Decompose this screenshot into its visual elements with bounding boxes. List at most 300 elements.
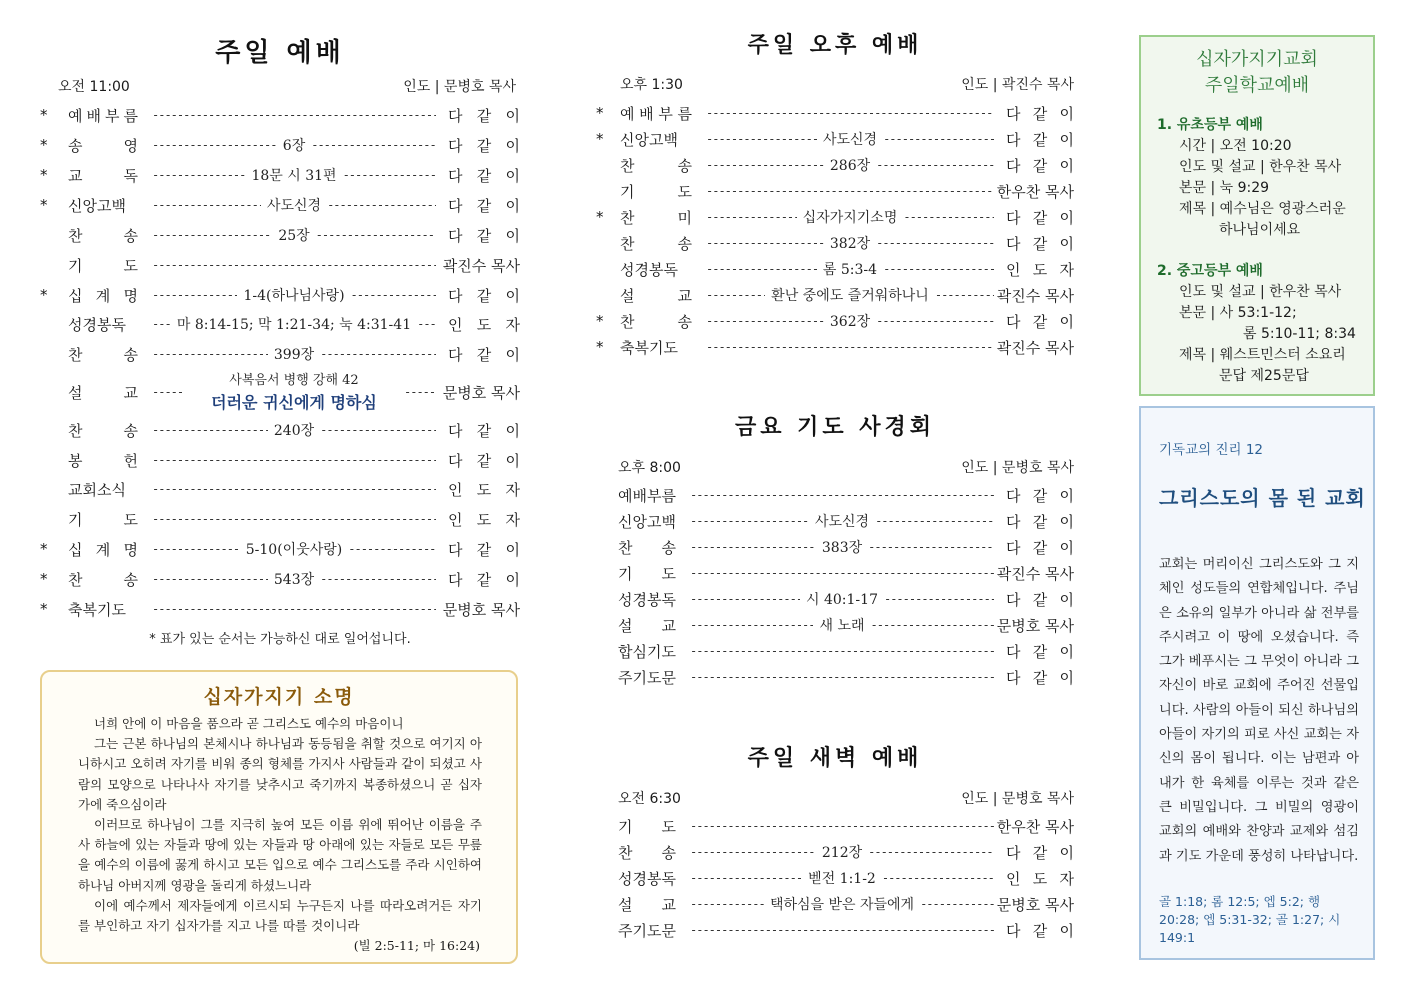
standing-marker: * [40, 166, 48, 184]
order-label-char: 문 [661, 921, 676, 940]
order-performer-char: 다 [1006, 590, 1021, 609]
order-performer-char: 같 [476, 226, 492, 245]
order-performer-char: 다 [448, 196, 463, 215]
order-label-char: 봉 [68, 451, 83, 470]
order-label-char: 헌 [123, 451, 138, 470]
order-detail [690, 488, 994, 502]
order-detail-text: 환난 중에도 즐거워하나니 [771, 288, 929, 304]
order-performer-char: 이 [505, 226, 520, 245]
section-line: 하나님이세요 [1219, 222, 1301, 238]
order-performer: 문병호 목사 [996, 895, 1074, 914]
order-performer-char: 도 [476, 510, 492, 529]
order-performer: 곽진수 목사 [996, 286, 1074, 305]
order-label-char: 설 [68, 383, 83, 402]
order-label-char: 찬 [620, 156, 635, 175]
section-line: 롬 5:10-11; 8:34 [1243, 326, 1356, 342]
sermon-row [40, 372, 520, 412]
order-performer-char: 인 [448, 510, 463, 529]
elementary-section [1157, 115, 1367, 241]
leader-dashes [690, 923, 994, 937]
standing-marker: * [40, 106, 48, 124]
order-performer-char: 이 [1059, 843, 1074, 862]
leader-dashes [690, 670, 994, 684]
order-detail [690, 819, 994, 833]
order-performer-char: 같 [476, 540, 492, 559]
leader-dashes [706, 340, 994, 354]
order-performer-char: 같 [1032, 538, 1048, 557]
order-performer [436, 479, 520, 500]
order-label [68, 255, 152, 276]
order-detail-text: 벧전 1:1-2 [808, 871, 876, 887]
leader-dashes [876, 158, 994, 172]
confession-box [40, 670, 518, 964]
order-performer-char: 이 [505, 345, 520, 364]
order-detail-text: 382장 [829, 236, 871, 252]
leader-dashes [868, 540, 994, 554]
order-performer-char: 인 [1006, 260, 1021, 279]
order-performer-char: 다 [448, 136, 463, 155]
leader-dashes [320, 572, 436, 586]
order-label-char: 송 [123, 226, 138, 245]
leader-dashes [152, 423, 268, 437]
order-performer-char: 이 [1059, 668, 1074, 687]
standing-marker: * [596, 338, 604, 356]
leader-dashes [884, 592, 994, 606]
order-row [596, 484, 1074, 506]
leader-dashes [311, 138, 436, 152]
order-detail [152, 602, 436, 616]
leader-dashes [152, 138, 277, 152]
order-detail [152, 482, 436, 496]
order-performer-char: 이 [505, 540, 520, 559]
order-performer-char: 다 [448, 421, 463, 440]
secondary-section [1157, 261, 1367, 387]
order-performer: 문병호 목사 [996, 616, 1074, 635]
order-label-char: 찬 [68, 226, 83, 245]
order-performer-char: 도 [1032, 260, 1048, 279]
truth-subtitle: 기독교의 진리 12 [1159, 442, 1264, 458]
leader-dashes [706, 210, 797, 224]
order-detail [690, 923, 994, 937]
order-label [68, 569, 152, 590]
order-detail [152, 512, 436, 526]
order-performer-char: 같 [476, 451, 492, 470]
confession-paragraph: 이러므로 하나님이 그를 지극히 높여 모든 이름 위에 뛰어난 이름을 주사 하늘에 있는 자들과 땅에 있는 자들과 땅 아래에 있는 자들로 모든 무릎을 예수의 이름에 꿇게 하시고 모든 입으로 예수 그리스도를 주라 시인하여 하나님 아버지께 영광을 돌리게 하셨느니라 [78, 817, 482, 893]
order-row [40, 449, 520, 471]
order-label-char: 교 [677, 286, 692, 305]
order-detail [690, 644, 994, 658]
order-label [620, 129, 706, 150]
order-detail [152, 258, 436, 272]
order-performer-char: 같 [1032, 156, 1048, 175]
order-performer-char: 도 [1032, 869, 1048, 888]
order-performer-char: 다 [1006, 642, 1021, 661]
order-label-char: 송 [123, 345, 138, 364]
order-performer [994, 155, 1074, 176]
standing-marker: * [596, 312, 604, 330]
order-performer [436, 314, 520, 335]
order-row [596, 232, 1074, 254]
order-detail [706, 155, 994, 175]
order-performer-char: 다 [1006, 921, 1021, 940]
order-label-char: 도 [661, 817, 676, 836]
order-performer-char: 다 [448, 106, 463, 125]
order-label-char: 도 [123, 510, 138, 529]
standing-marker: * [596, 130, 604, 148]
order-performer-char: 다 [1006, 234, 1021, 253]
order-label [68, 539, 152, 560]
order-performer [436, 225, 520, 246]
order-performer-char: 다 [1006, 512, 1021, 531]
leader-dashes [690, 845, 816, 859]
order-label-char: 송 [677, 234, 692, 253]
standing-marker: * [40, 196, 48, 214]
order-label-char: 름 [123, 106, 138, 125]
section-line: 문답 제25문답 [1219, 368, 1309, 384]
order-detail [706, 184, 994, 198]
order-detail-text: 543장 [273, 572, 315, 588]
service-time: 오후 8:00 [618, 460, 681, 476]
order-performer [994, 311, 1074, 332]
order-label [618, 894, 690, 915]
order-label-char: 예 [618, 486, 633, 505]
order-row [40, 164, 520, 186]
order-performer: 한우찬 목사 [996, 182, 1074, 201]
order-performer-char: 이 [1059, 312, 1074, 331]
order-performer [994, 485, 1074, 506]
sunday-school-title [1141, 47, 1373, 99]
order-label-char: 축복기도 [68, 600, 126, 619]
order-performer-char: 인 [448, 480, 463, 499]
leader-dashes [706, 184, 994, 198]
order-label [618, 920, 690, 941]
order-performer-char: 이 [1059, 642, 1074, 661]
order-performer [436, 285, 520, 306]
order-performer [994, 511, 1074, 532]
order-detail [690, 670, 994, 684]
standing-note: * 표가 있는 순서는 가능하신 대로 일어섭니다. [149, 632, 411, 647]
order-performer-char: 이 [505, 136, 520, 155]
order-label-char: 예 [620, 104, 635, 123]
leader-dashes [690, 540, 816, 554]
dawn-service-title: 주일 새벽 예배 [747, 746, 923, 771]
order-label-char: 독 [123, 166, 138, 185]
order-row [596, 310, 1074, 332]
afternoon-service-title: 주일 오후 예배 [747, 33, 923, 58]
order-label-char: 고 [647, 512, 662, 531]
order-label-char: 송 [677, 312, 692, 331]
leader-dashes [690, 618, 813, 632]
leader-dashes [152, 482, 436, 496]
confession-reference: (빌 2:5-11; 마 16:24) [353, 938, 480, 953]
order-detail-text: 286장 [829, 158, 871, 174]
order-row [40, 508, 520, 530]
section-line: 제목 | 예수님은 영광스러운 [1179, 201, 1346, 217]
leader-dashes [320, 423, 436, 437]
order-detail-text: 마 8:14-15; 막 1:21-34; 눅 4:31-41 [176, 317, 412, 333]
order-label-char: 신앙고백 [620, 130, 678, 149]
order-performer [436, 195, 520, 216]
truth-box [1139, 406, 1375, 960]
order-label-char: 찬 [620, 234, 635, 253]
leader-dashes [152, 108, 436, 122]
order-performer [994, 233, 1074, 254]
order-performer-char: 이 [1059, 104, 1074, 123]
order-label-char: 기 [618, 817, 633, 836]
order-performer-char: 같 [1032, 843, 1048, 862]
confession-title: 십자가지기 소명 [203, 686, 355, 708]
order-performer: 곽진수 목사 [996, 338, 1074, 357]
order-performer [436, 509, 520, 530]
order-detail [152, 225, 436, 245]
leader-dashes [152, 453, 436, 467]
order-label [68, 420, 152, 441]
order-performer-char: 다 [448, 540, 463, 559]
order-label [68, 509, 152, 530]
order-label [618, 485, 690, 506]
order-performer-char: 이 [1059, 590, 1074, 609]
order-label-char: 주 [618, 921, 633, 940]
order-row [596, 919, 1074, 941]
order-performer-char: 도 [476, 315, 492, 334]
order-performer [994, 129, 1074, 150]
order-detail-text: 399장 [273, 347, 315, 363]
leader-dashes [882, 871, 994, 885]
order-label-char: 영 [123, 136, 138, 155]
order-performer: 문병호 목사 [442, 383, 520, 402]
order-performer-char: 자 [1059, 260, 1074, 279]
order-row [40, 134, 520, 156]
order-label [620, 233, 706, 254]
order-performer [994, 589, 1074, 610]
leader-dashes [417, 317, 436, 331]
sunday-service-header [40, 76, 516, 96]
leader-dashes [320, 347, 436, 361]
order-label-char: 찬 [68, 570, 83, 589]
order-label [68, 135, 152, 156]
order-label-char: 도 [661, 564, 676, 583]
order-row [40, 224, 520, 246]
order-label [68, 285, 152, 306]
service-time: 오전 11:00 [58, 79, 130, 95]
order-label-char: 미 [677, 208, 692, 227]
order-performer [994, 842, 1074, 863]
leader-dashes [152, 542, 240, 556]
order-label-char: 송 [677, 156, 692, 175]
order-row [40, 538, 520, 560]
leader-dashes [152, 317, 171, 331]
order-label-char: 신 [618, 512, 633, 531]
order-label-char: 송 [68, 136, 83, 155]
order-label-char: 교 [123, 383, 138, 402]
order-label-char: 도 [647, 668, 662, 687]
order-label-char: 송 [661, 843, 676, 862]
leader-dashes [690, 819, 994, 833]
order-detail [152, 539, 436, 559]
order-detail-text: 240장 [273, 423, 315, 439]
order-performer [994, 868, 1074, 889]
order-label-char: 문 [661, 668, 676, 687]
truth-body: 교회는 머리이신 그리스도와 그 지체인 성도들의 연합체입니다. 주님은 소유의 일부가 아니라 삶 전부를 주시려고 이 땅에 오셨습니다. 즉 그가 베푸시는 그 무엇이 아니라 그 자신이 바로 교회에 주어진 선물입니다. 사람의 아들이 되신 하나님의 아들이 자기의 피로 사신 교회는 자신의 몸이 됩니다. 이는 남편과 아내가 한 육체를 이루는 것과 같은 큰 비밀입니다. 그 비밀의 영광이 교회의 예배와 찬양과 교제와 섬김과 기도 가운데 풍성히 나타납니다. [1159, 557, 1359, 864]
truth-references: 골 1:18; 롬 12:5; 엡 5:2; 행 20:28; 엡 5:31-32; 골 1:27; 시 149:1 [1159, 894, 1341, 945]
order-detail-text: 6장 [282, 138, 306, 154]
order-label-char: 름 [677, 104, 692, 123]
order-detail [152, 569, 436, 589]
order-detail-text: 383장 [821, 540, 863, 556]
order-label-char: 찬 [620, 312, 635, 331]
order-performer-char: 이 [1059, 538, 1074, 557]
order-performer [994, 259, 1074, 280]
order-label [68, 195, 152, 216]
leader-dashes [152, 168, 245, 182]
leader-dashes [690, 644, 994, 658]
leader-dashes [706, 314, 824, 328]
standing-marker: * [40, 136, 48, 154]
leader-dashes [690, 488, 994, 502]
leader-dashes [876, 314, 994, 328]
order-performer-char: 다 [448, 286, 463, 305]
section-heading: 1. 유초등부 예배 [1157, 117, 1263, 133]
order-row [596, 640, 1074, 662]
standing-marker: * [40, 570, 48, 588]
order-performer [994, 537, 1074, 558]
leader-dashes [152, 228, 272, 242]
order-detail [152, 195, 436, 215]
leader-dashes [152, 347, 268, 361]
order-performer-char: 같 [476, 196, 492, 215]
order-label-char: 부 [647, 486, 662, 505]
order-label [620, 311, 706, 332]
order-label-char: 설 [618, 895, 633, 914]
order-label-char: 찬 [68, 345, 83, 364]
order-detail-text: 212장 [821, 845, 863, 861]
order-label [68, 344, 152, 365]
friday-service-header [596, 457, 1074, 477]
sunday-school-box [1139, 35, 1375, 396]
order-label-char: 도 [123, 256, 138, 275]
order-row [40, 254, 520, 276]
order-performer-char: 같 [1032, 590, 1048, 609]
order-performer-char: 다 [1006, 538, 1021, 557]
leader-dashes [351, 288, 436, 302]
order-label-char: 교 [661, 616, 676, 635]
order-label [68, 314, 152, 335]
order-label-char: 설 [618, 616, 633, 635]
order-detail [690, 589, 994, 609]
leader-dashes [152, 288, 237, 302]
order-label-char: 도 [647, 921, 662, 940]
order-label [68, 382, 152, 403]
order-row [40, 478, 520, 500]
order-label-char: 교 [661, 895, 676, 914]
order-label-char: 기 [68, 510, 83, 529]
order-label [618, 641, 690, 662]
order-detail [690, 537, 994, 557]
order-detail-text: 362장 [829, 314, 871, 330]
leader-dashes [404, 385, 436, 399]
order-row [40, 343, 520, 365]
order-label-char: 송 [123, 570, 138, 589]
order-label-char: 신앙고백 [68, 196, 126, 215]
leader-dashes [152, 198, 261, 212]
order-detail-text: 롬 5:3-4 [822, 262, 878, 278]
order-performer-char: 이 [505, 421, 520, 440]
order-performer [436, 539, 520, 560]
order-label-char: 찬 [68, 421, 83, 440]
order-label-char: 축복기도 [620, 338, 678, 357]
order-performer: 문병호 목사 [442, 600, 520, 619]
leader-dashes [706, 236, 824, 250]
order-performer-char: 같 [1032, 130, 1048, 149]
leader-dashes [316, 228, 436, 242]
order-label-char: 봉 [647, 590, 662, 609]
order-label-char: 기 [647, 642, 662, 661]
order-detail-text: 사도신경 [814, 514, 870, 530]
order-label [618, 842, 690, 863]
order-label [620, 337, 706, 358]
order-row [596, 614, 1074, 636]
order-label [620, 285, 706, 306]
order-row [40, 284, 520, 306]
order-label-char: 름 [661, 486, 676, 505]
order-detail [706, 233, 994, 253]
order-label-char: 백 [661, 512, 676, 531]
order-performer-char: 다 [448, 570, 463, 589]
sunday-service-title: 주일 예배 [215, 38, 345, 68]
leader-dashes [868, 845, 994, 859]
order-detail-text: 25장 [278, 228, 310, 244]
order-performer-char: 다 [1006, 208, 1021, 227]
order-label-char: 성경봉독 [620, 260, 678, 279]
order-label [68, 479, 152, 500]
leader-dashes [152, 385, 184, 399]
service-leader: 인도 | 곽진수 목사 [961, 77, 1074, 93]
order-row [596, 180, 1074, 202]
order-label-char: 배 [86, 106, 101, 125]
order-label-char: 배 [632, 486, 647, 505]
order-performer-char: 자 [1059, 869, 1074, 888]
leader-dashes [883, 262, 994, 276]
leader-dashes [690, 897, 764, 911]
order-row [596, 536, 1074, 558]
leader-dashes [871, 618, 994, 632]
order-row [40, 194, 520, 216]
leader-dashes [706, 132, 817, 146]
order-detail-text: 사도신경 [822, 132, 878, 148]
confession-paragraph: 그는 근본 하나님의 본체시나 하나님과 동등됨을 취할 것으로 여기지 아니하시고 오히려 자기를 비워 종의 형체를 가지사 사람들과 같이 되셨고 사람의 모양으로 나타나사 자기를 낮추시고 죽기까지 복종하셨으니 곧 십자가에 죽으심이라 [78, 736, 482, 812]
order-performer-char: 이 [505, 196, 520, 215]
order-detail [152, 135, 436, 155]
order-label-char: 찬 [618, 538, 633, 557]
order-performer-char: 같 [476, 421, 492, 440]
order-detail [152, 314, 436, 334]
order-performer-char: 자 [505, 510, 520, 529]
service-leader: 인도 | 문병호 목사 [961, 791, 1074, 807]
order-label-char: 기 [620, 182, 635, 201]
order-label-char: 송 [123, 421, 138, 440]
order-label [618, 868, 690, 889]
order-row [596, 815, 1074, 837]
order-detail [152, 285, 436, 305]
church-name: 십자가지기교회 [1196, 49, 1318, 70]
standing-marker: * [596, 208, 604, 226]
order-label-char: 설 [620, 286, 635, 305]
order-detail-text: 새 노래 [819, 618, 865, 634]
order-label-char: 기 [618, 564, 633, 583]
order-performer-char: 같 [1032, 668, 1048, 687]
leader-dashes [152, 572, 268, 586]
order-row [596, 588, 1074, 610]
